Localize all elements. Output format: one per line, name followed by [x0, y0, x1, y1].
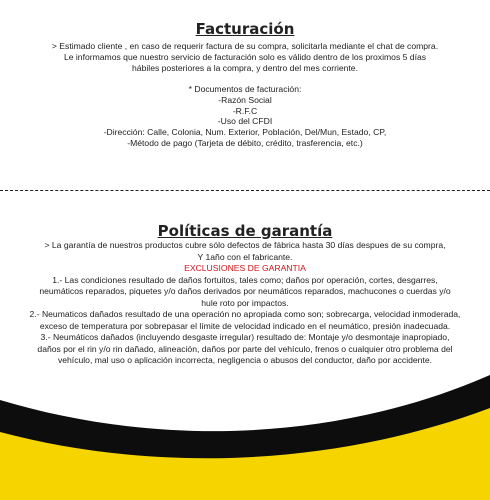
billing-docs-heading: * Documentos de facturación: [188, 83, 302, 94]
warranty-body-line: neumáticos reparados, piquetes y/o daños derivados por neumáticos reparados, machucones o cuerdas y/o [39, 286, 451, 296]
billing-intro-line: > Estimado cliente , en caso de requerir factura de su compra, solicitarla mediante el chat de compra. [51, 41, 439, 51]
billing-section [0, 20, 490, 149]
billing-doc-item: -Uso del CFDI [217, 116, 273, 127]
warranty-body-line: hule roto por impactos. [201, 297, 289, 308]
section-divider [0, 190, 490, 191]
billing-doc-item: -Método de pago (Tarjeta de débito, crédito, trasferencia, etc.) [127, 138, 363, 149]
billing-doc-item: -R.F.C [232, 105, 258, 116]
warranty-body-line: 1.- Las condiciones resultado de daños fortuitos, tales como; daños por operación, cortes, desgarres, [52, 274, 438, 285]
warranty-body-line: 3.- Neumáticos dañados (incluyendo desgaste irregular) resultado de: Montaje y/o desmontaje inapropiado, [40, 332, 450, 342]
billing-title: Facturación [195, 20, 295, 38]
warranty-intro-line: Y 1año con el fabricante. [197, 251, 293, 262]
warranty-section [0, 222, 490, 367]
warranty-title: Políticas de garantía [157, 222, 333, 240]
warranty-body-line: 2.- Neumaticos dañados resultado de una operación no apropiada como son; sobrecarga, velocidad inmoderada, [29, 309, 461, 319]
billing-doc-item: -Razón Social [218, 94, 272, 105]
billing-intro-line: hábiles posteriores a la compra, y dentro del mes corriente. [132, 62, 358, 73]
warranty-body-line: daños por el rin y/o rin dañado, alineación, daños por parte del vehículo, frenos o cualquier otro problema del [37, 343, 453, 354]
warranty-body-line: vehículo, mal uso o aplicación incorrecta, negligencia o abusos del conductor, daño por accidente. [57, 355, 433, 365]
exclusions-heading: EXCLUSIONES DE GARANTIA [184, 263, 306, 273]
warranty-intro-line: > La garantía de nuestros productos cubre sólo defectos de fábrica hasta 30 días despues de su compra, [44, 240, 446, 250]
warranty-body-line: exceso de temperatura por sobrepasar el límite de velocidad indicado en el neumático, presión inadecuada. [39, 320, 451, 331]
billing-doc-item: -Dirección: Calle, Colonia, Num. Exterior, Población, Del/Mun, Estado, CP, [103, 127, 387, 138]
decorative-swoosh [0, 370, 490, 500]
billing-intro-line: Le informamos que nuestro servicio de facturación solo es válido dentro de los proximos 5 días [63, 51, 427, 62]
